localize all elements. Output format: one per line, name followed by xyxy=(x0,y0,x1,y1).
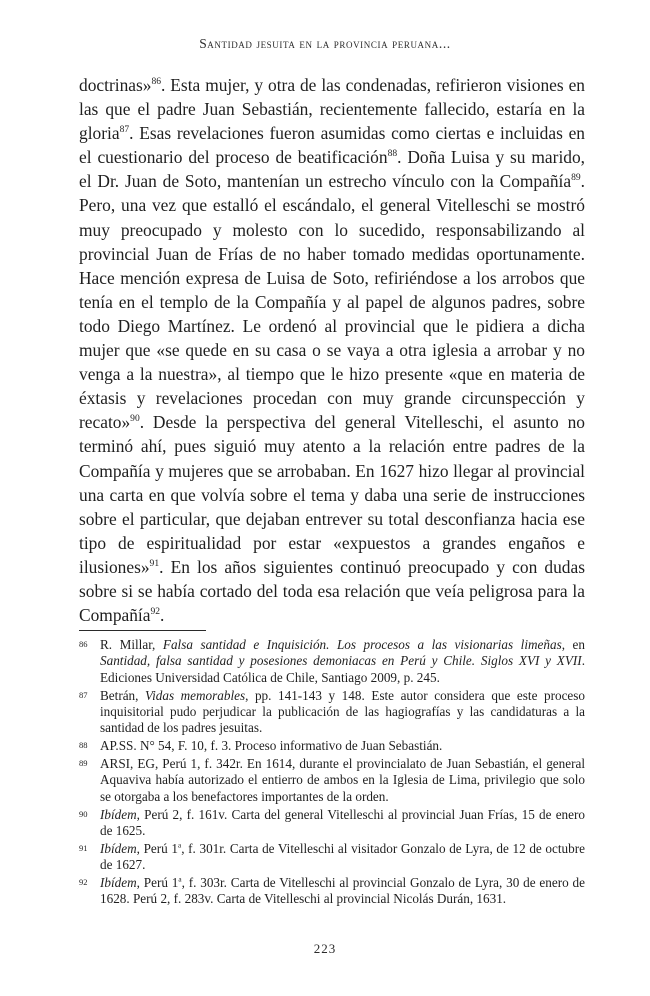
footnote-separator xyxy=(79,630,206,631)
body-text-segment: . Pero, una vez que estalló el escándalo, el general Vitelleschi se mostró muy preocupado y molesto con lo sucedido, responsabilizando al provincial Juan de Frías de no haber tomado medidas oportunamente. Hace mención expresa de Luisa de Soto, refiriéndose a los arrobos que tenía en el templo de la Compañía y al papel de algunos padres, sobre todo Diego Martínez. Le ordenó al provincial que le pidiera a dicha mujer que «se quede en su casa o se vaya a otra iglesia a arrobar y no venga a la nuestra», al tiempo que le hizo presente «que en materia de éxtasis y revelaciones procedan con muy grande circunspección y recato» xyxy=(79,171,585,433)
footnote-92 xyxy=(79,875,585,908)
footnote-text xyxy=(100,807,585,840)
footnote-ref-86[interactable]: 86 xyxy=(151,75,162,87)
footnote-ref-90[interactable]: 90 xyxy=(130,413,140,425)
footnote-title: Vidas memorables xyxy=(145,687,246,703)
footnote-91 xyxy=(79,841,585,874)
footnote-number: 86 xyxy=(79,639,88,649)
footnote-superscript: a xyxy=(177,841,182,850)
footnote-89 xyxy=(79,756,585,805)
footnote-text-segment: , f. 303r. Carta de Vitelleschi al provincial Gonzalo de Lyra, 30 de enero de 1628. Perú 2, f. 283v. Carta de Vitelleschi al provincial Nicolás Durán, 1631. xyxy=(100,875,585,907)
footnote-ref-88[interactable]: 88 xyxy=(387,148,398,160)
footnote-text-segment: Betrán, xyxy=(100,687,146,703)
running-head: Santidad jesuita en la provincia peruana... xyxy=(199,36,451,51)
footnote-text xyxy=(100,688,585,737)
footnote-number: 88 xyxy=(79,740,88,751)
footnote-text-segment: R. Millar, xyxy=(100,637,163,652)
footnote-ibidem: Ibídem xyxy=(100,840,137,856)
body-text-segment: doctrinas» xyxy=(79,75,152,95)
body-text xyxy=(79,73,585,627)
footnote-text-segment: . Ediciones Universidad Católica de Chile, Santiago 2009, p. 245. xyxy=(100,653,585,685)
footnote-number: 92 xyxy=(79,877,88,888)
footnote-text-segment: , pp. 141-143 y 148. Este autor considera que este proceso inquisitorial pudo perjudicar la publicación de las hagiografías y las candidaturas a la santidad de los padres jesuitas. xyxy=(100,687,585,736)
footnote-text: AP.SS. N° 54, F. 10, f. 3. Proceso informativo de Juan Sebastián. xyxy=(100,738,443,754)
footnote-text: ARSI, EG, Perú 1, f. 342r. En 1614, durante el provincialato de Juan Sebastián, el general Aquaviva había autorizado el entierro de ambos en la Iglesia de Lima, privilegio que solo se otorgaba a los benefactores importantes de la orden. xyxy=(100,756,585,804)
footnote-number: 87 xyxy=(79,689,88,700)
footnote-text xyxy=(100,637,585,686)
footnote-87 xyxy=(79,688,585,737)
body-text-segment: . Esas revelaciones fueron asumidas como ciertas e incluidas en el cuestionario del proceso de beatificación xyxy=(79,123,585,168)
footnote-number: 90 xyxy=(79,808,88,819)
footnote-ibidem: Ibídem xyxy=(100,875,137,891)
footnote-text xyxy=(100,875,585,908)
body-text-segment: . Doña Luisa y su marido, el Dr. Juan de Soto, mantenían un estrecho vínculo con la Compañía xyxy=(79,147,586,192)
page-number: 223 xyxy=(313,941,337,956)
body-paragraph xyxy=(79,73,585,627)
footnote-number: 89 xyxy=(79,758,88,769)
footnote-ref-91[interactable]: 91 xyxy=(149,557,160,569)
body-text-segment: . xyxy=(160,605,165,626)
footnote-90 xyxy=(79,807,585,840)
footnotes xyxy=(79,637,585,909)
body-text-segment: . Esta mujer, y otra de las condenadas, refirieron visiones en las que el padre Juan Sebastián, recientemente fallecido, estaría en la gloria xyxy=(79,75,585,144)
footnote-text-segment: , en xyxy=(561,637,585,652)
footnote-text-segment: , Perú 1 xyxy=(136,875,179,891)
footnote-ref-87[interactable]: 87 xyxy=(119,124,130,136)
footnote-86 xyxy=(79,637,585,686)
footnote-title: Falsa santidad e Inquisición. Los procesos a las visionarias limeñas xyxy=(162,637,562,652)
footnote-88 xyxy=(79,738,585,754)
footnote-ref-92[interactable]: 92 xyxy=(150,605,161,617)
body-text-segment: . Desde la perspectiva del general Vitelleschi, el asunto no terminó ahí, pues siguió muy atento a la relación entre padres de la Compañía y mujeres que se arrobaban. En 1627 hizo llegar al provincial una carta en que volvía sobre el tema y daba una serie de instrucciones sobre el particular, que dejaban entrever su total desconfianza hacia ese tipo de espiritualidad por estar «expuestos a grandes engaños e ilusiones» xyxy=(79,412,585,577)
footnote-number: 91 xyxy=(79,842,88,853)
footnote-text xyxy=(100,841,585,874)
footnote-ref-89[interactable]: 89 xyxy=(571,172,581,184)
footnote-ibidem: Ibídem xyxy=(100,806,137,822)
footnote-text-segment: , Perú 2, f. 161v. Carta del general Vitelleschi al provincial Juan Frías, 15 de enero de 1625. xyxy=(100,806,585,839)
footnote-superscript: a xyxy=(178,875,182,884)
body-text-segment: . En los años siguientes continuó preocupado y con dudas sobre si se había cortado del toda esa relación que veía peligrosa para la Compañía xyxy=(79,556,585,626)
footnote-text-segment: , f. 301r. Carta de Vitelleschi al visitador Gonzalo de Lyra, de 12 de octubre de 1627. xyxy=(100,840,585,873)
footnote-text-segment: , Perú 1 xyxy=(136,840,178,856)
footnote-title: Santidad, falsa santidad y posesiones demoniacas en Perú y Chile. Siglos XVI y XVII xyxy=(100,653,582,669)
